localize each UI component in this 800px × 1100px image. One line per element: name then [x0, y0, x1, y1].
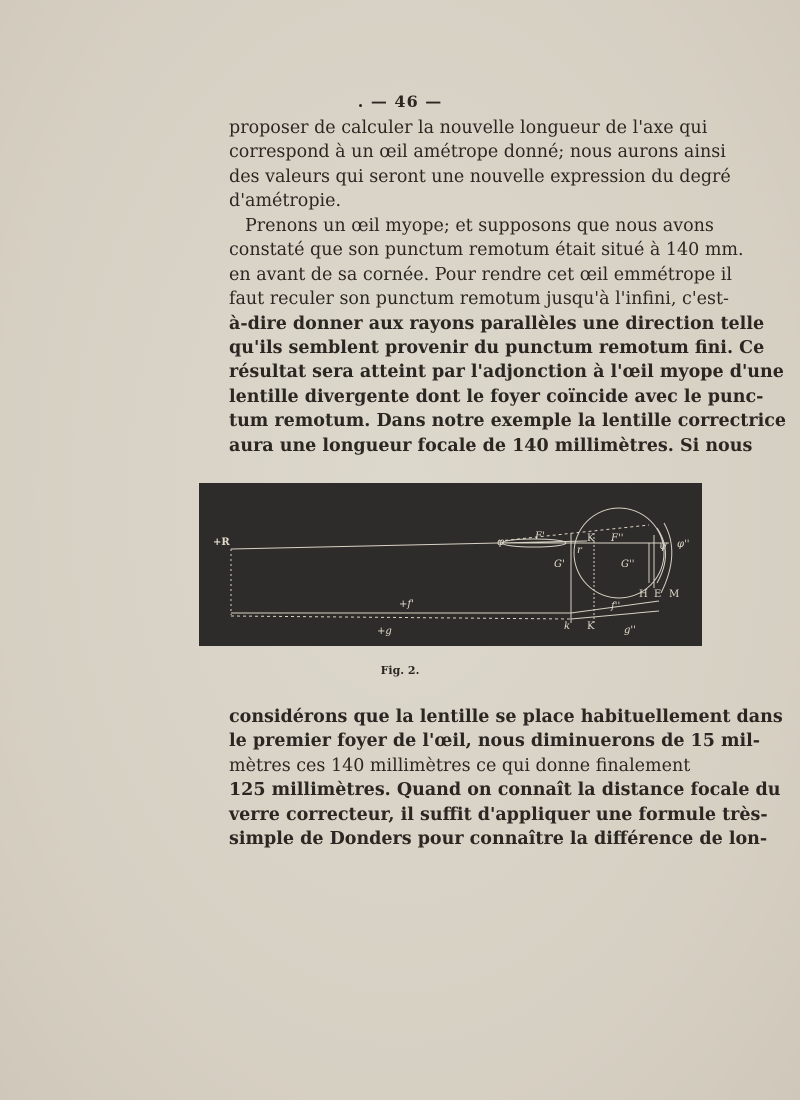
label-E: E: [654, 589, 662, 600]
optics-figure: [199, 483, 702, 646]
text-line: d'amétropie.: [229, 191, 342, 212]
text-line: constaté que son punctum remotum était situé à 140 mm.: [229, 240, 744, 261]
paragraph-3: [229, 705, 783, 851]
text-line: Prenons un œil myope; et supposons que nous avons: [245, 216, 714, 236]
label-phi-double: φ'': [677, 539, 690, 550]
label-k: k: [564, 621, 571, 632]
label-f-prime: +f': [399, 599, 414, 610]
label-F-prime: F': [535, 531, 545, 542]
label-R: +R: [213, 537, 230, 548]
lens-outline: [661, 523, 672, 593]
text-line: à-dire donner aux rayons parallèles une direction telle: [229, 313, 765, 334]
text-line: correspond à un œil amétrope donné; nous aurons ainsi: [229, 142, 726, 163]
text-line: tum remotum. Dans notre exemple la lentille correctrice: [229, 411, 787, 432]
text-line: considérons que la lentille se place habituellement dans: [229, 707, 783, 727]
text-line: 125 millimètres. Quand on connaît la distance focale du: [229, 780, 781, 801]
text-line: aura une longueur focale de 140 millimètres. Si nous: [229, 435, 753, 456]
paragraph-1: [229, 116, 731, 214]
text-line: en avant de sa cornée. Pour rendre cet œil emmétrope il: [229, 264, 732, 285]
label-r: r: [577, 545, 582, 556]
text-line: proposer de calculer la nouvelle longueur de l'axe qui: [229, 118, 708, 138]
label-g-double: g'': [624, 625, 636, 636]
text-line: le premier foyer de l'œil, nous diminuerons de 15 mil-: [229, 731, 761, 752]
ray-line: [231, 616, 571, 619]
figure-caption: Fig. 2.: [380, 664, 420, 677]
label-phi: φ: [497, 537, 505, 548]
text-line: des valeurs qui seront une nouvelle expression du degré: [229, 166, 731, 187]
label-G-double: G'': [621, 559, 635, 570]
label-K: K: [587, 533, 595, 544]
text-line: faut reculer son punctum remotum jusqu'à l'infini, c'est-: [229, 289, 729, 310]
text-line: verre correcteur, il suffit d'appliquer une formule très-: [229, 804, 768, 825]
label-f-double: f'': [611, 601, 621, 612]
label-K-lower: K: [587, 621, 595, 632]
label-g: +g: [377, 626, 392, 637]
label-M: M: [669, 589, 680, 600]
text-line: lentille divergente dont le foyer coïncide avec le punc-: [229, 386, 764, 407]
page-number: . — 46 —: [357, 92, 443, 111]
label-F-double: F'': [611, 533, 624, 544]
ray-line: [571, 611, 659, 619]
ray-line: [499, 525, 649, 541]
text-line: simple de Donders pour connaître la différence de lon-: [229, 828, 768, 849]
label-psi: ψ: [659, 541, 667, 552]
text-line: résultat sera atteint par l'adjonction à l'œil myope d'une: [229, 362, 784, 383]
eyeball-outline: [574, 508, 664, 598]
label-H: H: [639, 589, 648, 600]
text-line: mètres ces 140 millimètres ce qui donne finalement: [229, 755, 691, 776]
ray-line: [231, 541, 587, 549]
eye-diagram: [199, 483, 702, 646]
paragraph-2: [229, 214, 787, 458]
label-G-prime: G': [554, 559, 565, 570]
text-line: qu'ils semblent provenir du punctum remotum fini. Ce: [229, 337, 765, 358]
